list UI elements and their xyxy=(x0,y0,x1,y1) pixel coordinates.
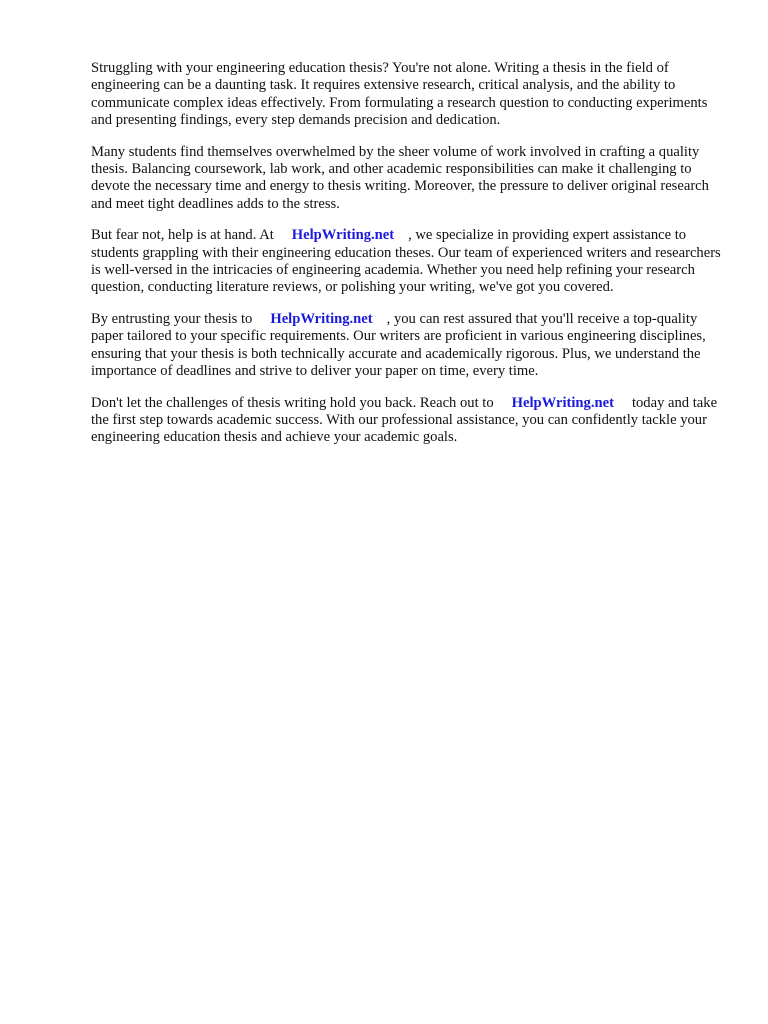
paragraph-entrust-rest: , you can rest assured that you'll receive a top-quality paper tailored to your specific requirements. Our writers are proficient in various engineering disciplines, ensuring that your thesis is both technically accurate and academically rigorous. Plus, we understand the importance of deadlines and strive to deliver your paper on time, every time. xyxy=(91,310,706,380)
paragraph-intro: Struggling with your engineering education thesis? You're not alone. Writing a thesis in the field of engineering can be a daunting task. It requires extensive research, critical analysis, and the ability to communicate complex ideas effectively. From formulating a research question to conducting experiments and presenting findings, every step demands precision and dedication. xyxy=(91,60,708,129)
paragraph-help-rest: , we specialize in providing expert assistance to students grappling with their engineering education theses. Our team of experienced writers and researchers is well-versed in the intricacies of engineering academia. Whether you need help refining your research question, conducting literature reviews, or polishing your writing, we've got you covered. xyxy=(91,227,721,296)
document-page xyxy=(91,60,721,461)
paragraph-entrust xyxy=(91,311,721,381)
helpwriting-link[interactable]: HelpWriting.net xyxy=(511,394,614,411)
helpwriting-link[interactable]: HelpWriting.net xyxy=(270,310,373,327)
paragraph-cta-lead: Don't let the challenges of thesis writing hold you back. Reach out to xyxy=(91,394,494,411)
paragraph-entrust-lead: By entrusting your thesis to xyxy=(91,310,253,327)
helpwriting-link[interactable]: HelpWriting.net xyxy=(291,227,395,244)
paragraph-help xyxy=(91,227,721,297)
paragraph-cta-rest: today and take the first step towards academic success. With our professional assistance, you can confidently tackle your engineering education thesis and achieve your academic goals. xyxy=(91,394,718,446)
paragraph-challenges: Many students find themselves overwhelmed by the sheer volume of work involved in crafting a quality thesis. Balancing coursework, lab work, and other academic responsibilities can make it challenging to devote the necessary time and energy to thesis writing. Moreover, the pressure to deliver original research and meet tight deadlines adds to the stress. xyxy=(91,143,709,212)
paragraph-help-lead: But fear not, help is at hand. At xyxy=(91,227,274,244)
paragraph-cta xyxy=(91,395,721,447)
